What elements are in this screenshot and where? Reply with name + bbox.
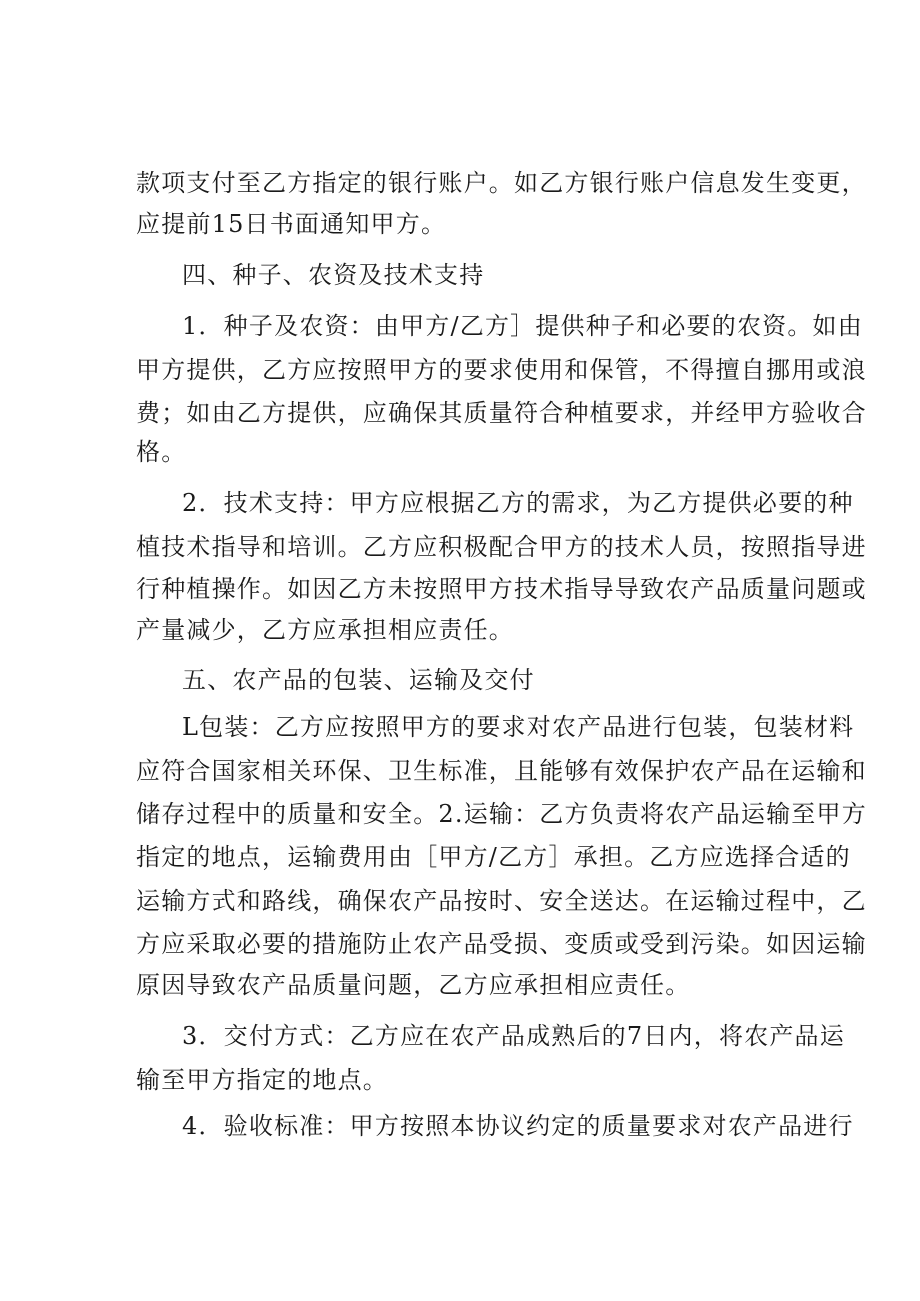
text-line: 应符合国家相关环保、卫生标准，且能够有效保护农产品在运输和 (136, 757, 867, 785)
text-line: L包装：乙方应按照甲方的要求对农产品进行包装，包装材料 (182, 713, 855, 741)
text-line: 储存过程中的质量和安全。2.运输：乙方负责将农产品运输至甲方 (136, 800, 867, 828)
text-line: 指定的地点，运输费用由［甲方/乙方］承担。乙方应选择合适的 (136, 843, 851, 871)
section-heading-4: 四、种子、农资及技术支持 (182, 261, 485, 289)
text-line: 应提前15日书面通知甲方。 (136, 210, 447, 238)
text-line: 植技术指导和培训。乙方应积极配合甲方的技术人员，按照指导进 (136, 533, 867, 561)
section-heading-5: 五、农产品的包装、运输及交付 (182, 666, 535, 694)
text-line: 方应采取必要的措施防止农产品受损、变质或受到污染。如因运输 (136, 930, 867, 958)
text-line: 2．技术支持：甲方应根据乙方的需求，为乙方提供必要的种 (182, 489, 854, 517)
text-line: 费；如由乙方提供，应确保其质量符合种植要求，并经甲方验收合 (136, 399, 867, 427)
text-line: 行种植操作。如因乙方未按照甲方技术指导导致农产品质量问题或 (136, 575, 867, 603)
text-line: 产量减少，乙方应承担相应责任。 (136, 616, 514, 644)
text-line: 格。 (136, 438, 187, 466)
text-line: 3．交付方式：乙方应在农产品成熟后的7日内，将农产品运 (182, 1022, 845, 1050)
text-line: 原因导致农产品质量问题，乙方应承担相应责任。 (136, 971, 691, 999)
text-line: 运输方式和路线，确保农产品按时、安全送达。在运输过程中，乙 (136, 887, 867, 915)
text-line: 输至甲方指定的地点。 (136, 1066, 388, 1094)
text-line: 甲方提供，乙方应按照甲方的要求使用和保管，不得擅自挪用或浪 (136, 356, 867, 384)
text-line: 款项支付至乙方指定的银行账户。如乙方银行账户信息发生变更， (136, 169, 867, 197)
text-line: 1．种子及农资：由甲方/乙方］提供种子和必要的农资。如由 (182, 312, 863, 340)
text-line: 4．验收标准：甲方按照本协议约定的质量要求对农产品进行 (182, 1112, 854, 1140)
